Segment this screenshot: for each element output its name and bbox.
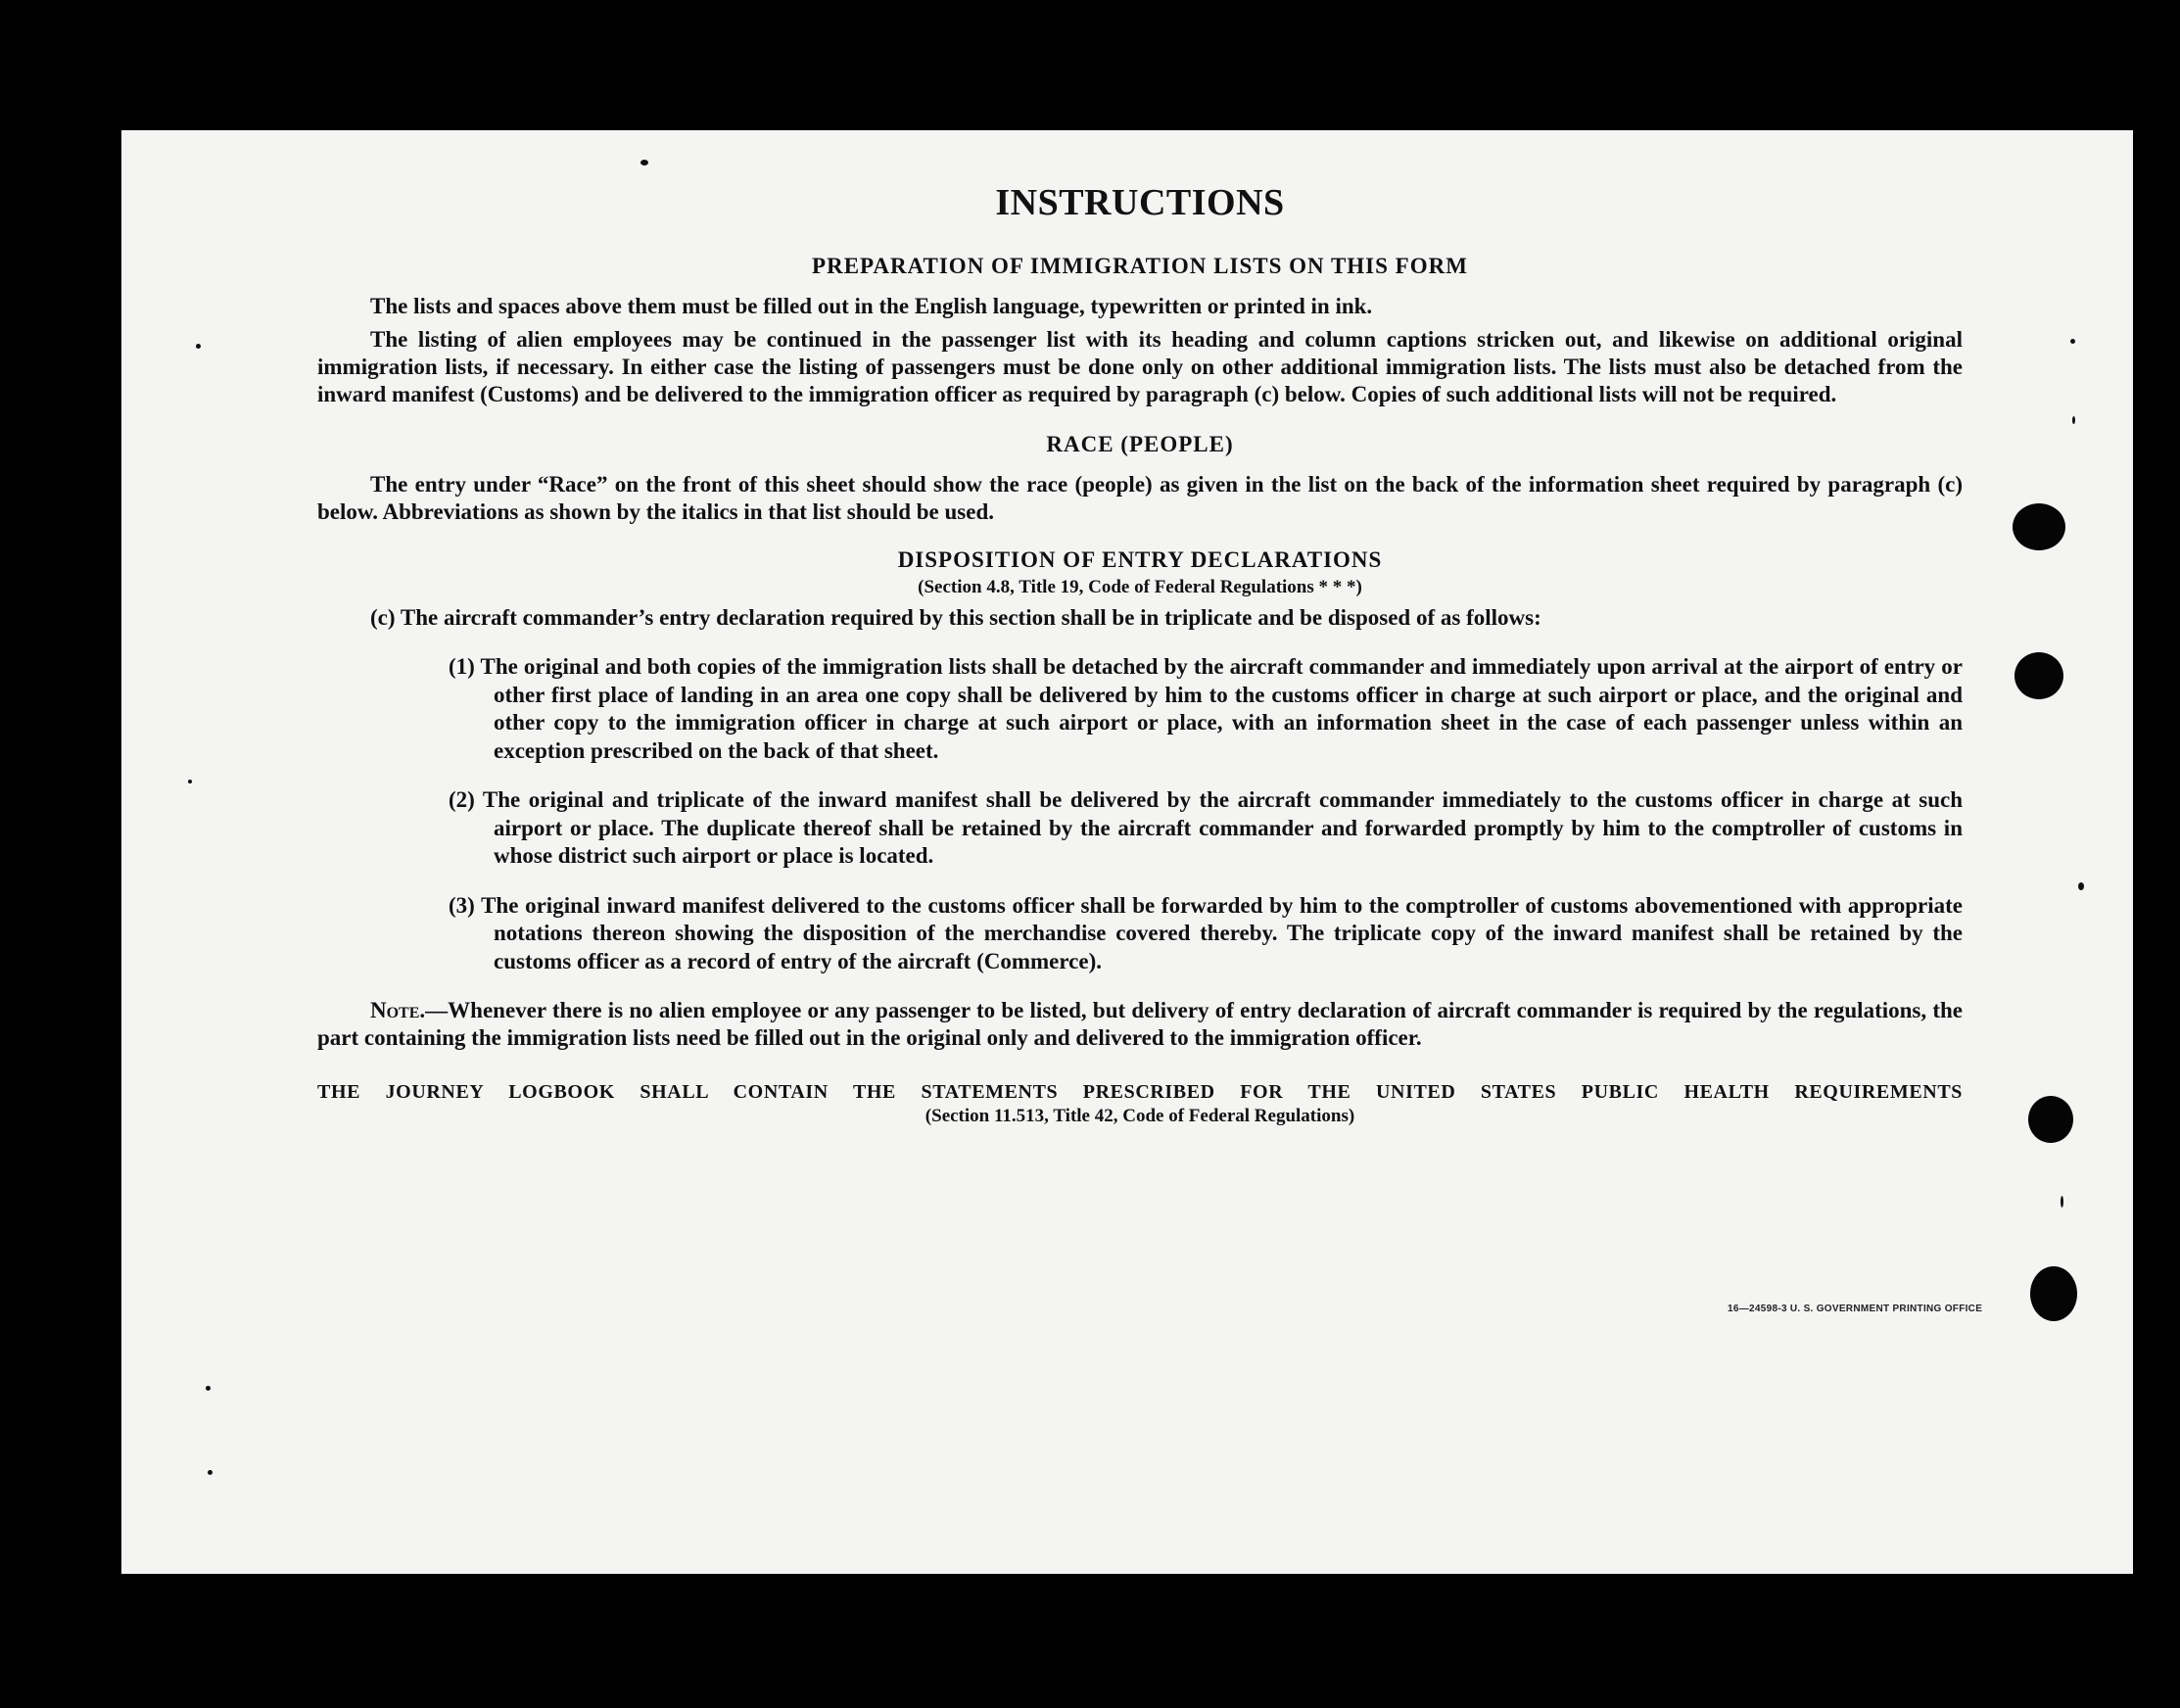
paragraph: The lists and spaces above them must be filled out in the English language, typewritten or printed in ink. [370,294,1373,318]
list-item: (2) The original and triplicate of the inward manifest shall be delivered by the aircraft commander immediately to the customs officer in charge at such airport or place. The duplicate thereof shall be retained by the aircraft commander and forwarded promptly by him to the comptroller of customs in whose district such airport or place is located. [449,787,1963,868]
note-label: Note. [370,998,426,1022]
paragraph: (c) The aircraft commander’s entry declaration required by this section shall be in triplicate and be disposed of as follows: [370,605,1541,630]
speck [206,1386,211,1391]
speck [2072,416,2075,424]
document-sheet [121,130,2133,1574]
speck [196,344,201,349]
page-title: INSTRUCTIONS [995,182,1285,223]
speck [640,160,648,166]
speck [2078,882,2084,890]
punch-hole [2013,503,2065,550]
footer-statement: THE JOURNEY LOGBOOK SHALL CONTAIN THE STATEMENTS PRESCRIBED FOR THE UNITED STATES PUBLIC HEALTH REQUIREMENTS [317,1081,1963,1103]
speck [208,1470,213,1475]
punch-hole [2030,1266,2077,1321]
instructions-content [317,181,1963,1127]
speck [188,780,192,783]
paragraph: The entry under “Race” on the front of this sheet should show the race (people) as given in the list on the back of the information sheet required by paragraph (c) below. Abbreviations as shown by the italics in that list should be used. [317,472,1963,524]
note-paragraph [317,997,1963,1052]
paragraph: The listing of alien employees may be continued in the passenger list with its heading and column captions stricken out, and likewise on additional original immigration lists, if necessary. In either case the listing of passengers must be done only on other additional immigration lists. The lists must also be detached from the inward manifest (Customs) and be delivered to the immigration officer as required by paragraph (c) below. Copies of such additional lists will not be required. [317,327,1963,406]
speck [2061,1196,2063,1208]
punch-hole [2028,1096,2073,1143]
list-item: (1) The original and both copies of the immigration lists shall be detached by the aircraft commander and immediately upon arrival at the airport of entry or other first place of landing in an area one copy shall be delivered by him to the customs officer in charge at such airport or place, and the original and other copy to the immigration officer in charge at such airport or place, with an information sheet in the case of each passenger unless within an exception prescribed on the back of that sheet. [449,654,1963,763]
printer-imprint: 16—24598-3 U. S. GOVERNMENT PRINTING OFFICE [1728,1304,1983,1314]
list-item: (3) The original inward manifest delivered to the customs officer shall be forwarded by him to the comptroller of customs abovementioned with appropriate notations thereon showing the disposition of the merchandise covered thereby. The triplicate copy of the inward manifest shall be retained by the customs officer as a record of entry of the aircraft (Commerce). [449,892,1963,973]
punch-hole [2014,652,2063,699]
section-heading-race: RACE (PEOPLE) [1046,432,1234,456]
footer-citation: (Section 11.513, Title 42, Code of Federal Regulations) [924,1106,1355,1126]
section-citation: (Section 4.8, Title 19, Code of Federal Regulations * * *) [918,577,1362,597]
speck [2070,339,2075,344]
section-heading-immigration-lists: PREPARATION OF IMMIGRATION LISTS ON THIS FORM [812,254,1468,278]
note-text: —Whenever there is no alien employee or any passenger to be listed, but delivery of entry declaration of aircraft commander is required by the regulations, the part containing the immigration lists need be filled out in the original only and delivered to the immigration officer. [317,998,1963,1050]
section-heading-disposition: DISPOSITION OF ENTRY DECLARATIONS [897,547,1383,572]
